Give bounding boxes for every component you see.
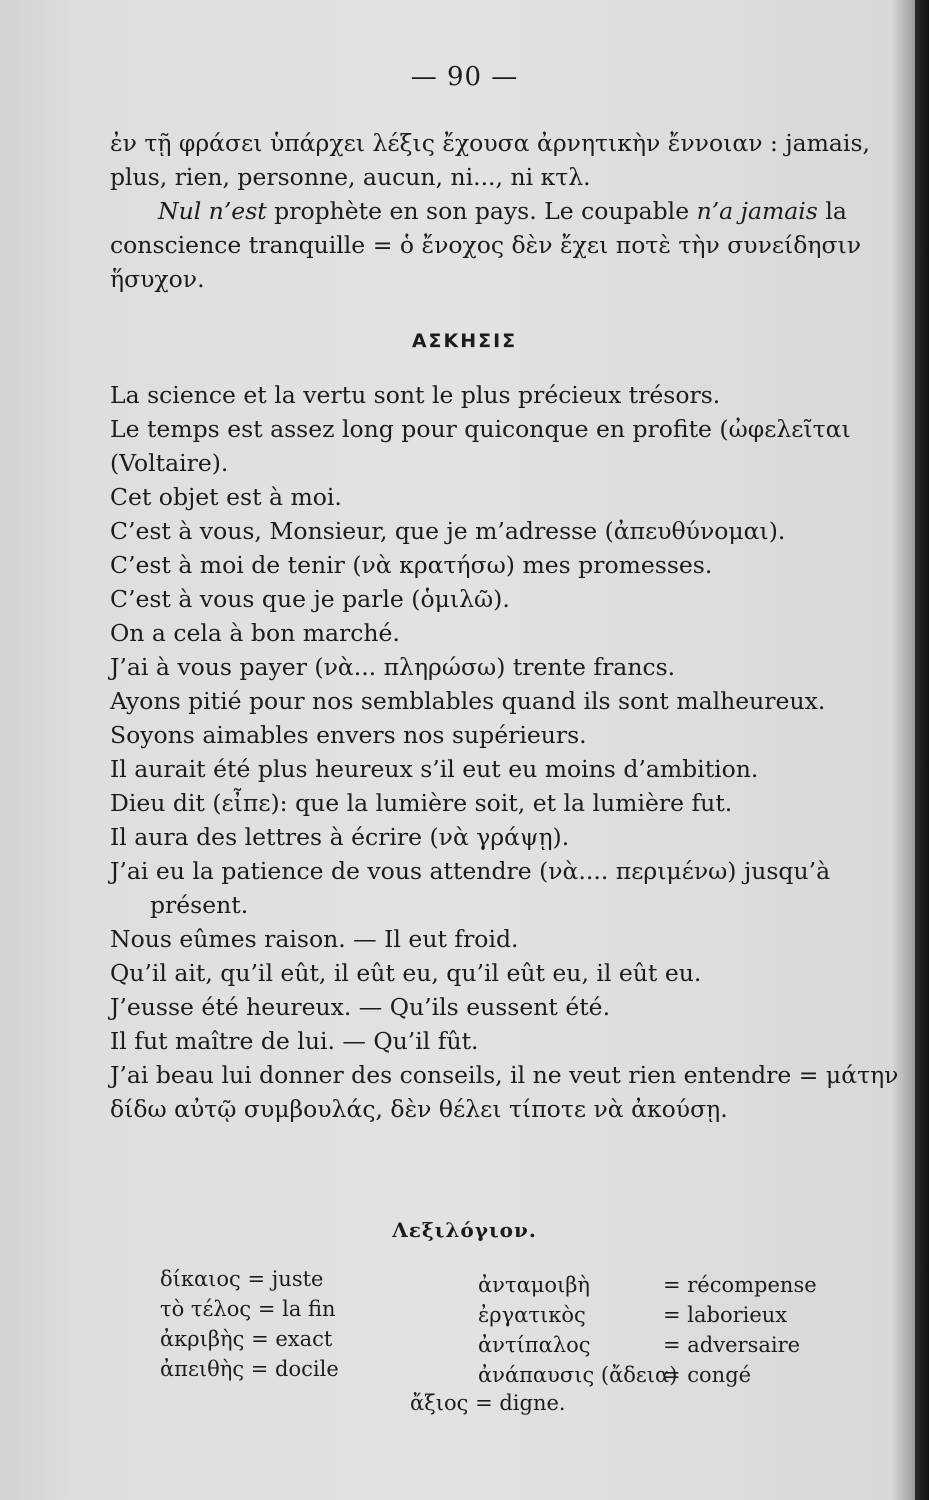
vocab-greek: ἀκριβὴς xyxy=(160,1327,245,1351)
exercise-line: J’ai beau lui donner des conseils, il ne veut rien entendre = μάτην δίδω αὐτῷ συμβουλάς, δὲν θέλει τίποτε νὰ ἀκούσῃ. xyxy=(110,1061,899,1123)
exercise-line: C’est à vous, Monsieur, que je m’adresse (ἀπευθύνομαι). xyxy=(110,517,786,545)
vocab-french: = exact xyxy=(251,1327,333,1351)
vocab-greek: δίκαιος xyxy=(160,1267,241,1291)
vocabulary-left-column xyxy=(160,1264,339,1384)
page-edge xyxy=(915,0,929,1500)
exercise-line: Cet objet est à moi. xyxy=(110,483,342,511)
vocab-french: = récompense xyxy=(663,1273,817,1297)
exercise-line: J’ai eu la patience de vous attendre (νὰ.... περιμένω) jusqu’à présent. xyxy=(110,857,831,919)
vocab-greek: τὸ τέλος xyxy=(160,1297,252,1321)
vocab-entry xyxy=(160,1294,339,1324)
vocab-entry xyxy=(478,1300,817,1330)
vocab-french: = adversaire xyxy=(663,1333,801,1357)
vocab-entry xyxy=(478,1330,817,1360)
vocab-greek: ἀπειθὴς xyxy=(160,1357,245,1381)
exercise-line: Qu’il ait, qu’il eût, il eût eu, qu’il eût eu, il eût eu. xyxy=(110,959,702,987)
exercise-line: C’est à vous que je parle (ὁμιλῶ). xyxy=(110,585,510,613)
intro-paragraph-2 xyxy=(110,194,910,296)
vocab-greek: ἀνταμοιβὴ xyxy=(478,1273,590,1297)
vocab-entry xyxy=(160,1354,339,1384)
vocab-greek: ἀνάπαυσις (ἄδεια) xyxy=(478,1363,678,1387)
exercise-line: Le temps est assez long pour quiconque en profite (ὠφελεῖται (Voltaire). xyxy=(110,415,851,477)
intro-emph-2: n’a jamais xyxy=(696,197,818,225)
vocab-entry xyxy=(478,1270,817,1300)
vocabulary-right-column xyxy=(478,1270,817,1390)
vocab-greek: ἄξιος xyxy=(410,1391,469,1415)
page-number: — 90 — xyxy=(410,62,519,92)
intro-text-2: la conscience tranquille = ὁ ἔνοχος δὲν ἔχει ποτὲ τὴν συνείδησιν ἥσυχον. xyxy=(110,197,862,293)
exercise-line: Il aura des lettres à écrire (νὰ γράψῃ). xyxy=(110,823,570,851)
exercise-line: Dieu dit (εἶπε): que la lumière soit, et la lumière fut. xyxy=(110,789,733,817)
vocab-french: = digne. xyxy=(475,1391,566,1415)
exercise-line: Il fut maître de lui. — Qu’il fût. xyxy=(110,1027,479,1055)
vocabulary-title: Λεξιλόγιον. xyxy=(392,1218,537,1242)
exercise-line: Nous eûmes raison. — Il eut froid. xyxy=(110,925,519,953)
exercise-line: J’eusse été heureux. — Qu’ils eussent été. xyxy=(110,993,611,1021)
vocab-entry-last xyxy=(410,1388,566,1418)
vocab-greek: ἐργατικὸς xyxy=(478,1303,586,1327)
intro-emph-1: Nul n’est xyxy=(158,197,267,225)
exercise-line: C’est à moi de tenir (νὰ κρατήσω) mes promesses. xyxy=(110,551,713,579)
vocab-french: = la fin xyxy=(257,1297,336,1321)
intro-paragraph-1: ἐν τῇ φράσει ὑπάρχει λέξις ἔχουσα ἀρνητικὴν ἔννοιαν : jamais, plus, rien, personne, aucun, ni..., ni κτλ. xyxy=(110,129,870,191)
exercise-line: Il aurait été plus heureux s’il eut eu moins d’ambition. xyxy=(110,755,759,783)
exercise-list xyxy=(110,378,910,1126)
vocab-french: = laborieux xyxy=(663,1303,788,1327)
vocab-entry xyxy=(160,1264,339,1294)
exercise-line: J’ai à vous payer (νὰ... πληρώσω) trente francs. xyxy=(110,653,676,681)
vocab-greek: ἀντίπαλος xyxy=(478,1333,591,1357)
section-heading: ΑΣΚΗΣΙΣ xyxy=(411,330,518,352)
exercise-line: On a cela à bon marché. xyxy=(110,619,400,647)
vocab-french: = congé xyxy=(663,1363,752,1387)
intro-text-1: prophète en son pays. Le coupable xyxy=(266,197,697,225)
exercise-line: La science et la vertu sont le plus précieux trésors. xyxy=(110,381,721,409)
intro-section xyxy=(110,126,910,296)
vocab-entry xyxy=(160,1324,339,1354)
exercise-line: Ayons pitié pour nos semblables quand ils sont malheureux. xyxy=(110,687,826,715)
vocab-french: = docile xyxy=(250,1357,339,1381)
vocab-french: = juste xyxy=(247,1267,324,1291)
exercise-line: Soyons aimables envers nos supérieurs. xyxy=(110,721,587,749)
vocab-entry xyxy=(478,1360,817,1390)
